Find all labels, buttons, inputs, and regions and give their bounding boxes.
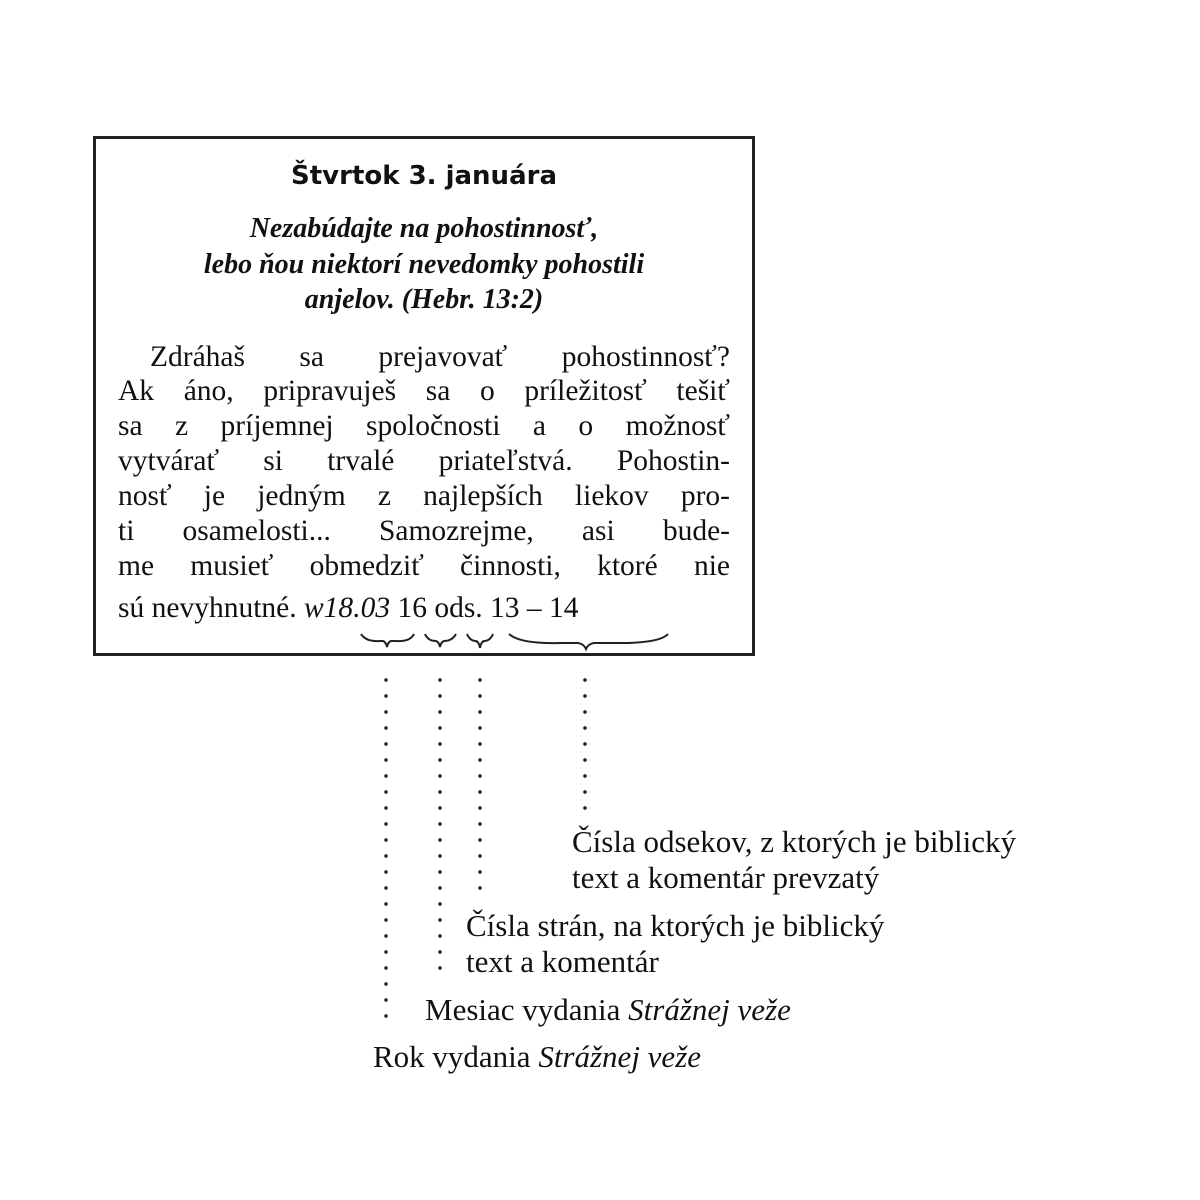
reference-page: 16 <box>397 592 427 624</box>
brace-paragraphs <box>509 634 668 649</box>
dotted-leader-month <box>438 672 442 978</box>
dotted-leader-year <box>384 672 388 1028</box>
label-paragraphs-2: text a komentár prevzatý <box>572 860 880 895</box>
label-year-italic: Strážnej veže <box>538 1039 702 1074</box>
dotted-leader-page <box>478 672 482 896</box>
brace-month <box>425 634 456 647</box>
body-line: ti osamelosti... Samozrejme, asi bude- <box>118 515 730 547</box>
verse-line: Nezabúdajte na pohostinnosť, <box>249 213 599 244</box>
label-month-text: Mesiac vydania <box>425 992 629 1027</box>
body-line: nosť je jedným z najlepších liekov pro- <box>118 480 730 512</box>
brace-page <box>467 634 493 648</box>
body-text: sú nevyhnutné. <box>118 592 297 624</box>
label-year <box>373 1039 701 1075</box>
dotted-leader-paragraphs <box>583 672 587 814</box>
body-line: sa z príjemnej spoločnosti a o možnosť <box>118 410 730 442</box>
label-month-italic: Strážnej veže <box>628 992 791 1027</box>
reference-paragraphs: ods. 13 – 14 <box>434 592 579 624</box>
body-line: Ak áno, pripravuješ sa o príležitosť tešiť <box>118 375 730 407</box>
reference-year: w18 <box>304 592 354 624</box>
body-line: me musieť obmedziť činnosti, ktoré nie <box>118 550 730 582</box>
label-year-text: Rok vydania <box>373 1039 539 1074</box>
body-line: Zdráhaš sa prejavovať pohostinnosť? <box>150 341 730 373</box>
date-heading: Štvrtok 3. januára <box>291 161 557 191</box>
label-paragraphs: Čísla odsekov, z ktorých je biblický <box>572 824 1016 859</box>
body-line: vytvárať si trvalé priateľstvá. Pohostin- <box>118 445 730 477</box>
reference-month: .03 <box>353 592 391 624</box>
brace-year <box>361 634 414 647</box>
label-month <box>425 992 791 1028</box>
label-pages: Čísla strán, na ktorých je biblický <box>466 908 885 943</box>
label-pages-2: text a komentár <box>466 944 659 979</box>
verse-line: lebo ňou niektorí nevedomky pohostili <box>203 249 645 280</box>
verse-line: anjelov. (Hebr. 13:2) <box>304 284 544 315</box>
